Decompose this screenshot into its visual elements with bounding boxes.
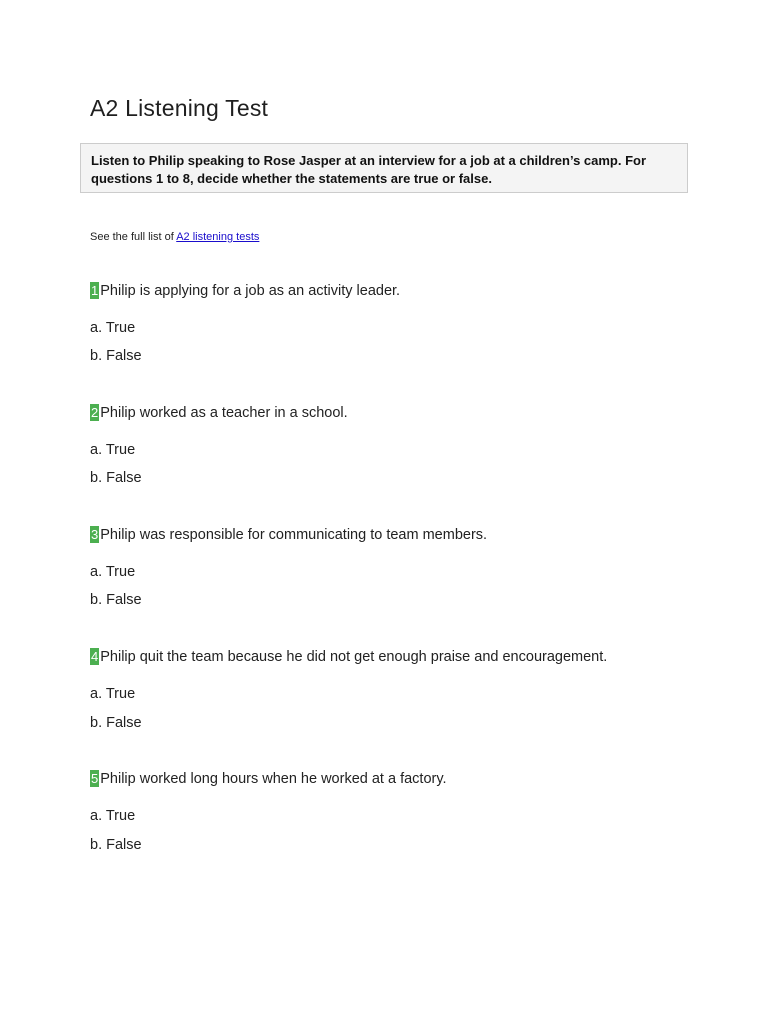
instructions-box: Listen to Philip speaking to Rose Jasper at an interview for a job at a children’s camp. For questions 1 to 8, decide whether the statements are true or false. xyxy=(80,143,688,193)
option-a[interactable]: a. True xyxy=(90,564,136,580)
page-title: A2 Listening Test xyxy=(90,95,269,121)
option-b[interactable]: b. False xyxy=(90,348,142,364)
question-stem xyxy=(90,648,730,666)
question-1 xyxy=(90,282,730,364)
see-full-list-line xyxy=(90,231,259,243)
question-number-badge: 5 xyxy=(91,771,99,786)
question-text: Philip worked as a teacher in a school. xyxy=(100,405,348,421)
question-text: Philip is applying for a job as an activity leader. xyxy=(100,283,401,299)
see-list-prefix: See the full list of xyxy=(90,231,177,243)
option-a[interactable]: a. True xyxy=(90,808,136,824)
question-stem xyxy=(90,770,730,788)
question-stem xyxy=(90,526,730,544)
option-b[interactable]: b. False xyxy=(90,837,142,853)
question-5 xyxy=(90,770,730,853)
question-text: Philip worked long hours when he worked at a factory. xyxy=(100,771,447,787)
option-a[interactable]: a. True xyxy=(90,442,136,458)
question-stem xyxy=(90,282,730,300)
question-stem xyxy=(90,404,730,422)
option-b[interactable]: b. False xyxy=(90,592,142,608)
question-4 xyxy=(90,648,730,731)
question-number-badge: 3 xyxy=(91,527,99,542)
question-text: Philip quit the team because he did not get enough praise and encouragement. xyxy=(100,649,608,665)
question-text: Philip was responsible for communicating to team members. xyxy=(100,527,488,543)
a2-listening-tests-link[interactable]: A2 listening tests xyxy=(176,231,260,243)
question-number-badge: 2 xyxy=(91,405,99,420)
option-a[interactable]: a. True xyxy=(90,686,136,702)
question-number-badge: 4 xyxy=(91,649,99,664)
question-number-badge: 1 xyxy=(91,283,99,298)
question-2 xyxy=(90,404,730,486)
option-a[interactable]: a. True xyxy=(90,320,136,336)
option-b[interactable]: b. False xyxy=(90,470,142,486)
question-3 xyxy=(90,526,730,608)
option-b[interactable]: b. False xyxy=(90,715,142,731)
